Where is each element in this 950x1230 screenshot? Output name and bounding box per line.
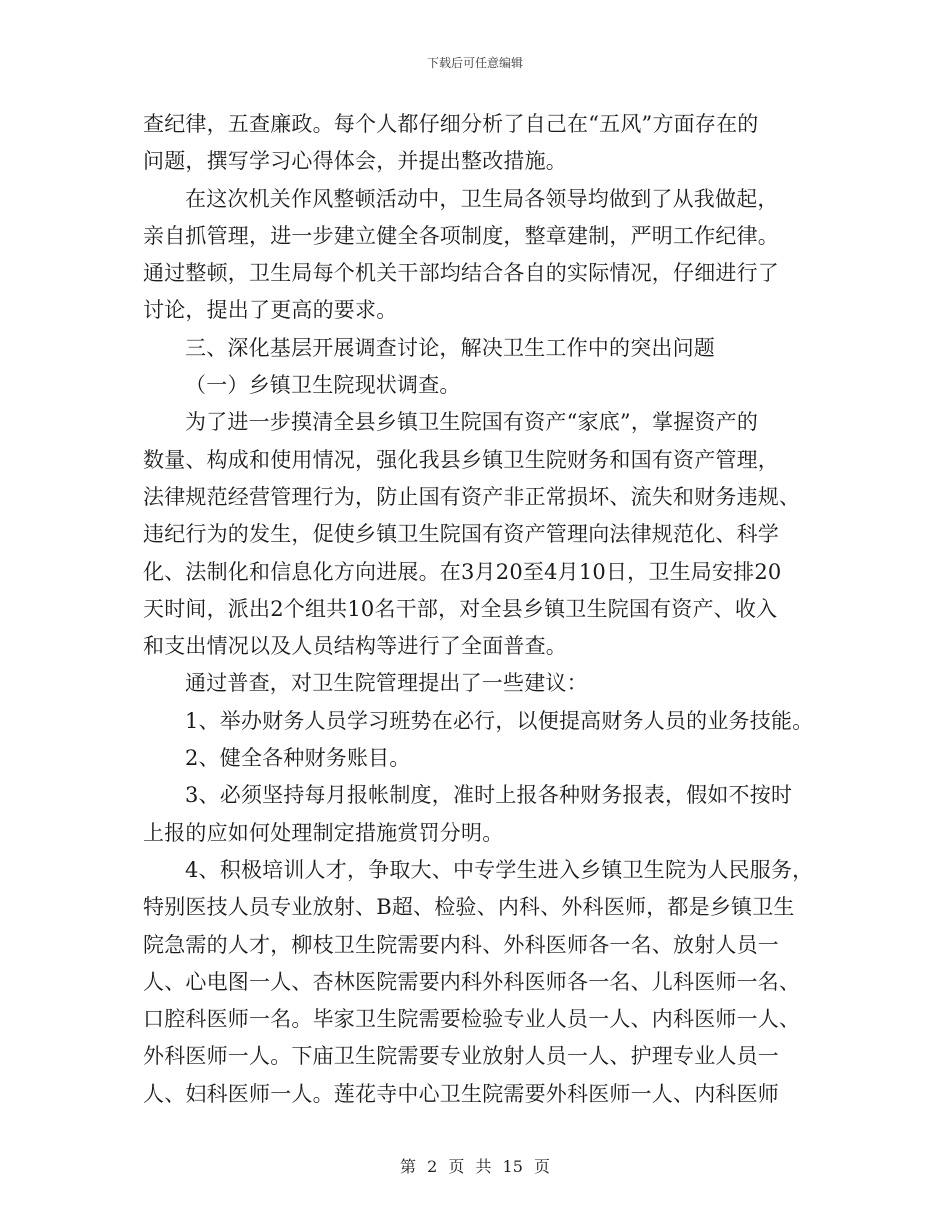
body-line: 天时间，派出2个组共10名干部，对全县乡镇卫生院国有资产、收入 (143, 596, 778, 621)
document-body (143, 106, 833, 1113)
list-item: 1、举办财务人员学习班势在必行，以便提高财务人员的业务技能。 (185, 708, 814, 733)
page-number: 第 2 页 共 15 页 (400, 1157, 550, 1176)
body-line: 化、法制化和信息化方向进展。在3月20至4月10日，卫生局安排20 (143, 559, 782, 584)
list-item: 4、积极培训人才，争取大、中专学生进入乡镇卫生院为人民服务， (185, 857, 814, 882)
body-line: 查纪律，五查廉政。每个人都仔细分析了自己在“五风”方面存在的 (143, 112, 759, 136)
body-line: 特别医技人员专业放射、B超、检验、内科、外科医师，都是乡镇卫生 (143, 895, 795, 920)
body-line: 人、心电图一人、杏林医院需要内科外科医师各一名、儿科医师一名、 (143, 969, 801, 994)
page-header-note: 下载后可任意编辑 (426, 56, 523, 70)
body-line: 数量、构成和使用情况，强化我县乡镇卫生院财务和国有资产管理， (143, 447, 779, 472)
body-line: 口腔科医师一名。毕家卫生院需要检验专业人员一人、内科医师一人、 (143, 1007, 801, 1032)
subsection-heading: （一）乡镇卫生院现状调查。 (185, 373, 461, 398)
body-line: 讨论，提出了更高的要求。 (143, 298, 398, 323)
body-line: 违纪行为的发生，促使乡镇卫生院国有资产管理向法律规范化、科学 (143, 522, 779, 547)
list-item: 2、健全各种财务账目。 (185, 746, 411, 771)
body-line: 通过整顿，卫生局每个机关干部均结合各自的实际情况，仔细进行了 (143, 261, 779, 286)
body-line: 上报的应如何处理制定措施赏罚分明。 (143, 820, 504, 845)
body-line: 亲自抓管理，进一步建立健全各项制度，整章建制，严明工作纪律。 (143, 223, 779, 248)
body-line: 人、妇科医师一人。莲花寺中心卫生院需要外科医师一人、内科医师 (143, 1081, 779, 1106)
body-line: 和支出情况以及人员结构等进行了全面普查。 (143, 634, 567, 659)
body-line: 问题，撰写学习心得体会，并提出整改措施。 (143, 149, 567, 174)
body-line: 法律规范经营管理行为，防止国有资产非正常损坏、流失和财务违规、 (143, 484, 801, 509)
body-line: 院急需的人才，柳枝卫生院需要内科、外科医师各一名、放射人员一 (143, 932, 779, 957)
section-heading: 三、深化基层开展调查讨论，解决卫生工作中的突出问题 (185, 335, 715, 360)
body-line: 外科医师一人。下庙卫生院需要专业放射人员一人、护理专业人员一 (143, 1044, 779, 1069)
list-item: 3、必须坚持每月报帐制度，准时上报各种财务报表，假如不按时 (185, 783, 793, 808)
paragraph-start: 通过普查，对卫生院管理提出了一些建议： (185, 671, 588, 696)
paragraph-start: 为了进一步摸清全县乡镇卫生院国有资产“家底”，掌握资产的 (185, 410, 759, 435)
paragraph-start: 在这次机关作风整顿活动中，卫生局各领导均做到了从我做起， (185, 186, 779, 211)
